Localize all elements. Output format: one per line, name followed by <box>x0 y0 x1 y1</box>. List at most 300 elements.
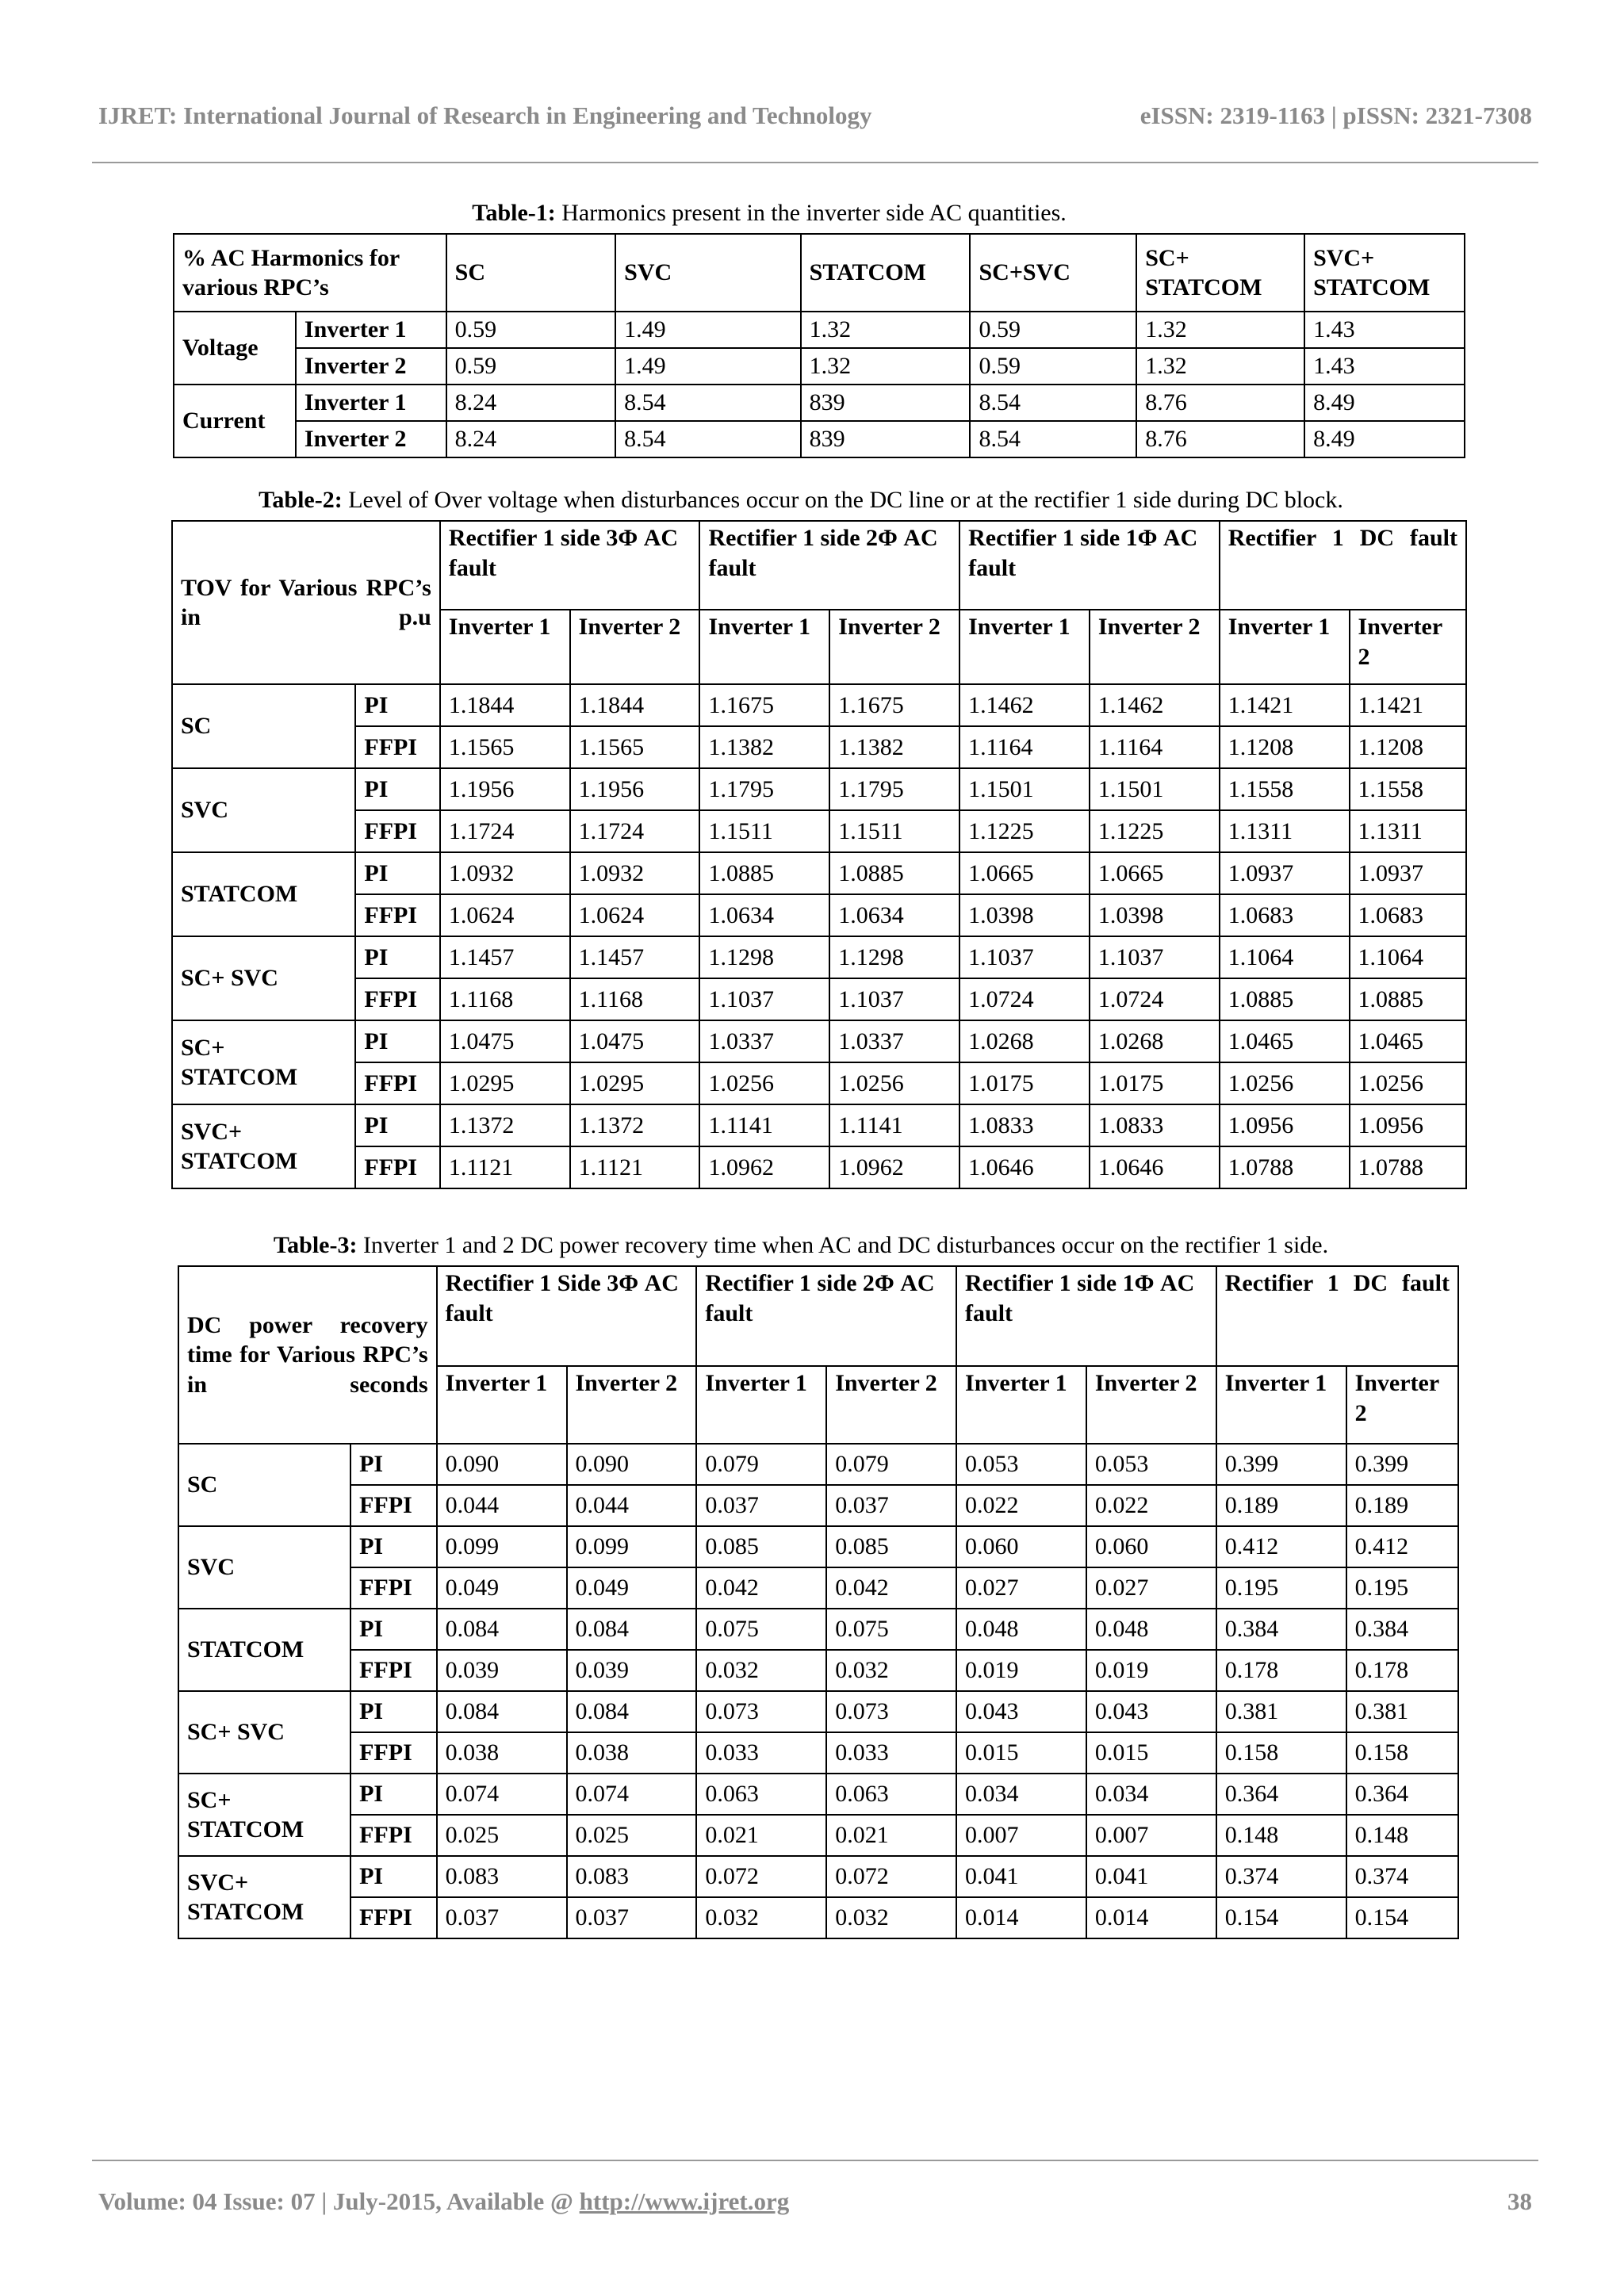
table-cell: 1.1064 <box>1350 936 1466 978</box>
table-cell: 0.053 <box>956 1444 1086 1485</box>
controller-label: PI <box>350 1609 437 1650</box>
table-cell: 1.0256 <box>1350 1062 1466 1104</box>
table-cell: 0.074 <box>567 1774 697 1815</box>
table-cell: 1.0962 <box>829 1146 959 1188</box>
table-cell: 0.073 <box>826 1691 956 1732</box>
table-cell: 1.0646 <box>959 1146 1090 1188</box>
table-row <box>172 1062 1466 1104</box>
table-cell: 1.0724 <box>959 978 1090 1020</box>
table-cell: 8.54 <box>970 385 1136 421</box>
fault-header: Rectifier 1 side 2Φ AC fault <box>699 521 959 610</box>
table-cell: 0.399 <box>1346 1444 1458 1485</box>
table-cell: 1.32 <box>1136 312 1304 348</box>
inverter-header: Inverter 1 <box>956 1366 1086 1444</box>
fault-header: Rectifier 1 side 3Φ AC fault <box>440 521 700 610</box>
table-cell: 1.1565 <box>440 726 570 768</box>
table1-col-header: SC <box>446 234 616 312</box>
inverter-header: Inverter 1 <box>437 1366 567 1444</box>
table-cell: 1.1311 <box>1220 810 1350 852</box>
table-cell: 1.0175 <box>959 1062 1090 1104</box>
table-cell: 1.0665 <box>959 852 1090 894</box>
table-cell: 1.1382 <box>699 726 829 768</box>
table-cell: 0.59 <box>446 312 616 348</box>
table-cell: 8.54 <box>615 421 800 457</box>
table-cell: 0.032 <box>696 1897 826 1938</box>
table-cell: 0.381 <box>1346 1691 1458 1732</box>
table-cell: 0.025 <box>437 1815 567 1856</box>
table-cell: 0.063 <box>826 1774 956 1815</box>
table-row <box>172 978 1466 1020</box>
table-cell: 8.24 <box>446 421 616 457</box>
table-cell: 0.072 <box>696 1856 826 1897</box>
table-cell: 0.374 <box>1216 1856 1346 1897</box>
table-cell: 0.072 <box>826 1856 956 1897</box>
table-cell: 0.154 <box>1216 1897 1346 1938</box>
table-row <box>172 936 1466 978</box>
table-cell: 0.384 <box>1346 1609 1458 1650</box>
inverter-header: Inverter 2 <box>1350 610 1466 684</box>
table-cell: 1.1462 <box>1090 684 1220 726</box>
controller-label: PI <box>350 1691 437 1732</box>
table-corner: DC power recovery time for Various RPC’s in seconds <box>178 1266 437 1444</box>
table-cell: 0.083 <box>437 1856 567 1897</box>
table-cell: 1.49 <box>615 312 800 348</box>
table-cell: 1.0634 <box>699 894 829 936</box>
controller-label: PI <box>350 1774 437 1815</box>
table-cell: 839 <box>801 385 971 421</box>
table-cell: 0.019 <box>956 1650 1086 1691</box>
table-cell: 0.412 <box>1346 1526 1458 1567</box>
fault-header: Rectifier 1 side 2Φ AC fault <box>696 1266 956 1366</box>
table-cell: 1.0295 <box>440 1062 570 1104</box>
issn: eISSN: 2319-1163 | pISSN: 2321-7308 <box>1139 101 1532 129</box>
controller-label: PI <box>355 1020 439 1062</box>
table-cell: 1.49 <box>615 348 800 385</box>
table1-col-header: STATCOM <box>801 234 971 312</box>
table-row <box>174 312 1465 348</box>
table-row <box>172 726 1466 768</box>
inverter-header: Inverter 2 <box>1086 1366 1216 1444</box>
table-cell: 0.041 <box>956 1856 1086 1897</box>
table-cell: 1.1956 <box>440 768 570 810</box>
table-cell: 0.021 <box>696 1815 826 1856</box>
table-cell: 1.0788 <box>1350 1146 1466 1188</box>
rpc-label: SC+ STATCOM <box>178 1774 350 1856</box>
table-cell: 0.099 <box>567 1526 697 1567</box>
inverter-header: Inverter 1 <box>959 610 1090 684</box>
table-cell: 1.0956 <box>1350 1104 1466 1146</box>
table-cell: 1.43 <box>1304 312 1465 348</box>
header-row <box>178 1266 1458 1366</box>
table-cell: 1.0788 <box>1220 1146 1350 1188</box>
table-row <box>178 1897 1458 1938</box>
rpc-label: STATCOM <box>178 1609 350 1691</box>
table-cell: 1.43 <box>1304 348 1465 385</box>
table-cell: 0.195 <box>1216 1567 1346 1609</box>
table-cell: 1.0295 <box>570 1062 700 1104</box>
table-cell: 0.022 <box>1086 1485 1216 1526</box>
table-cell: 0.060 <box>956 1526 1086 1567</box>
table-cell: 0.019 <box>1086 1650 1216 1691</box>
controller-label: FFPI <box>355 810 439 852</box>
table-cell: 0.59 <box>970 312 1136 348</box>
table-cell: 1.1457 <box>570 936 700 978</box>
fault-header: Rectifier 1 side 1Φ AC fault <box>956 1266 1216 1366</box>
table-cell: 1.0885 <box>1220 978 1350 1020</box>
fault-header: Rectifier 1 DC fault <box>1220 521 1466 610</box>
table-cell: 0.158 <box>1216 1732 1346 1774</box>
table-cell: 0.037 <box>696 1485 826 1526</box>
table3-caption: Table-3: Inverter 1 and 2 DC power recovery time when AC and DC disturbances occur on the rectifier 1 side. <box>273 1232 1329 1258</box>
controller-label: FFPI <box>350 1650 437 1691</box>
table-cell: 1.0833 <box>959 1104 1090 1146</box>
table-cell: 1.0175 <box>1090 1062 1220 1104</box>
table-cell: 0.374 <box>1346 1856 1458 1897</box>
table-cell: 1.1501 <box>959 768 1090 810</box>
table-cell: 0.075 <box>826 1609 956 1650</box>
table-cell: 1.1844 <box>570 684 700 726</box>
table-cell: 1.32 <box>801 348 971 385</box>
table-cell: 0.033 <box>696 1732 826 1774</box>
controller-label: FFPI <box>355 1062 439 1104</box>
table-cell: 0.042 <box>696 1567 826 1609</box>
table-cell: 1.0624 <box>440 894 570 936</box>
table-cell: 0.049 <box>437 1567 567 1609</box>
inverter-header: Inverter 2 <box>829 610 959 684</box>
rpc-label: SVC+ STATCOM <box>172 1104 355 1188</box>
table-cell: 0.189 <box>1216 1485 1346 1526</box>
table-cell: 1.0398 <box>1090 894 1220 936</box>
table1-corner: % AC Harmonics for various RPC’s <box>174 234 446 312</box>
table-cell: 0.037 <box>567 1897 697 1938</box>
table-cell: 1.0337 <box>699 1020 829 1062</box>
table-cell: 0.041 <box>1086 1856 1216 1897</box>
table-cell: 0.073 <box>696 1691 826 1732</box>
table-cell: 1.1225 <box>1090 810 1220 852</box>
table-cell: 1.1421 <box>1220 684 1350 726</box>
table-row <box>178 1567 1458 1609</box>
table-cell: 0.007 <box>956 1815 1086 1856</box>
table-cell: 0.085 <box>826 1526 956 1567</box>
table-cell: 0.034 <box>956 1774 1086 1815</box>
table-cell: 0.060 <box>1086 1526 1216 1567</box>
table-row <box>172 684 1466 726</box>
table-cell: 1.0683 <box>1350 894 1466 936</box>
controller-label: PI <box>355 852 439 894</box>
table-row <box>178 1815 1458 1856</box>
table-cell: 0.085 <box>696 1526 826 1567</box>
table-cell: 0.053 <box>1086 1444 1216 1485</box>
table-cell: 1.1037 <box>1090 936 1220 978</box>
controller-label: FFPI <box>350 1485 437 1526</box>
table-cell: 1.1372 <box>570 1104 700 1146</box>
controller-label: FFPI <box>355 1146 439 1188</box>
table-cell: 0.042 <box>826 1567 956 1609</box>
table-row <box>174 348 1465 385</box>
rpc-label: SC+ STATCOM <box>172 1020 355 1104</box>
inverter-header: Inverter 1 <box>1216 1366 1346 1444</box>
table-cell: 1.0962 <box>699 1146 829 1188</box>
table-row <box>178 1650 1458 1691</box>
row-label: Inverter 1 <box>296 385 446 421</box>
table-cell: 1.1372 <box>440 1104 570 1146</box>
table-cell: 1.0337 <box>829 1020 959 1062</box>
table-cell: 0.381 <box>1216 1691 1346 1732</box>
table-cell: 1.0646 <box>1090 1146 1220 1188</box>
table-cell: 8.76 <box>1136 421 1304 457</box>
controller-label: FFPI <box>355 726 439 768</box>
table-cell: 1.0833 <box>1090 1104 1220 1146</box>
table-cell: 1.1511 <box>699 810 829 852</box>
table-cell: 1.1565 <box>570 726 700 768</box>
table-cell: 0.038 <box>567 1732 697 1774</box>
table-cell: 0.399 <box>1216 1444 1346 1485</box>
table-cell: 0.195 <box>1346 1567 1458 1609</box>
rpc-label: SC+ SVC <box>172 936 355 1020</box>
footer-rule <box>92 2160 1538 2161</box>
table-cell: 0.015 <box>1086 1732 1216 1774</box>
table-cell: 1.32 <box>1136 348 1304 385</box>
controller-label: PI <box>355 1104 439 1146</box>
table-cell: 1.1511 <box>829 810 959 852</box>
table-cell: 1.1121 <box>440 1146 570 1188</box>
table-cell: 0.59 <box>970 348 1136 385</box>
fault-header: Rectifier 1 DC fault <box>1216 1266 1458 1366</box>
table-row <box>178 1526 1458 1567</box>
controller-label: FFPI <box>355 894 439 936</box>
table-cell: 8.54 <box>615 385 800 421</box>
controller-label: PI <box>355 684 439 726</box>
table-cell: 0.090 <box>567 1444 697 1485</box>
table-cell: 1.1037 <box>959 936 1090 978</box>
table-cell: 1.1795 <box>829 768 959 810</box>
table-cell: 0.083 <box>567 1856 697 1897</box>
table-cell: 0.063 <box>696 1774 826 1815</box>
controller-label: PI <box>355 768 439 810</box>
table-cell: 1.0724 <box>1090 978 1220 1020</box>
table-cell: 0.084 <box>567 1609 697 1650</box>
table-cell: 1.1558 <box>1220 768 1350 810</box>
row-label: Inverter 2 <box>296 348 446 385</box>
fault-header: Rectifier 1 side 1Φ AC fault <box>959 521 1220 610</box>
table-cell: 0.090 <box>437 1444 567 1485</box>
inverter-header: Inverter 2 <box>826 1366 956 1444</box>
table-cell: 0.038 <box>437 1732 567 1774</box>
table-cell: 0.025 <box>567 1815 697 1856</box>
table-cell: 1.0475 <box>570 1020 700 1062</box>
table-cell: 8.49 <box>1304 421 1465 457</box>
table1-col-header: SVC+ STATCOM <box>1304 234 1465 312</box>
table-cell: 1.1724 <box>570 810 700 852</box>
table-cell: 0.049 <box>567 1567 697 1609</box>
table-cell: 0.032 <box>826 1650 956 1691</box>
table-cell: 1.1501 <box>1090 768 1220 810</box>
table-cell: 1.0683 <box>1220 894 1350 936</box>
table-cell: 0.079 <box>696 1444 826 1485</box>
table-cell: 0.034 <box>1086 1774 1216 1815</box>
table-cell: 0.032 <box>696 1650 826 1691</box>
table-cell: 1.0932 <box>570 852 700 894</box>
table-cell: 0.032 <box>826 1897 956 1938</box>
table-cell: 1.0398 <box>959 894 1090 936</box>
footer-link[interactable]: http://www.ijret.org <box>579 2187 790 2215</box>
table1-col-header: SC+ STATCOM <box>1136 234 1304 312</box>
table-cell: 0.364 <box>1216 1774 1346 1815</box>
table-cell: 1.1121 <box>570 1146 700 1188</box>
table-cell: 0.048 <box>956 1609 1086 1650</box>
table-cell: 0.178 <box>1216 1650 1346 1691</box>
table-cell: 0.027 <box>1086 1567 1216 1609</box>
controller-label: FFPI <box>350 1567 437 1609</box>
rpc-label: SVC <box>172 768 355 852</box>
table-cell: 1.0256 <box>699 1062 829 1104</box>
table-cell: 0.364 <box>1346 1774 1458 1815</box>
table-cell: 0.044 <box>437 1485 567 1526</box>
table-cell: 0.099 <box>437 1526 567 1567</box>
table-cell: 0.154 <box>1346 1897 1458 1938</box>
table-cell: 0.027 <box>956 1567 1086 1609</box>
table-cell: 1.1298 <box>829 936 959 978</box>
table-cell: 1.0932 <box>440 852 570 894</box>
table-cell: 0.033 <box>826 1732 956 1774</box>
inverter-header: Inverter 1 <box>440 610 570 684</box>
table-cell: 1.1795 <box>699 768 829 810</box>
table-cell: 1.0885 <box>699 852 829 894</box>
table1-caption: Table-1: Harmonics present in the inverter side AC quantities. <box>472 200 1067 226</box>
table-row <box>174 421 1465 457</box>
table-cell: 1.32 <box>801 312 971 348</box>
table-cell: 0.039 <box>437 1650 567 1691</box>
table-cell: 8.24 <box>446 385 616 421</box>
table-row <box>172 768 1466 810</box>
table-cell: 0.014 <box>956 1897 1086 1938</box>
table-cell: 1.0885 <box>829 852 959 894</box>
table-cell: 0.084 <box>437 1691 567 1732</box>
table-row <box>172 810 1466 852</box>
table-cell: 1.1675 <box>699 684 829 726</box>
table-cell: 0.384 <box>1216 1609 1346 1650</box>
inverter-header: Inverter 1 <box>696 1366 826 1444</box>
table-cell: 0.015 <box>956 1732 1086 1774</box>
table-row <box>178 1444 1458 1485</box>
table-cell: 1.1382 <box>829 726 959 768</box>
table1-col-header: SVC <box>615 234 800 312</box>
table1 <box>173 233 1465 458</box>
table-cell: 1.1724 <box>440 810 570 852</box>
table-cell: 0.039 <box>567 1650 697 1691</box>
controller-label: PI <box>350 1856 437 1897</box>
row-label: Inverter 2 <box>296 421 446 457</box>
table-row <box>178 1774 1458 1815</box>
footer-volume: Volume: 04 Issue: 07 | July-2015, Available @ http://www.ijret.org <box>98 2187 790 2215</box>
table-cell: 1.1141 <box>699 1104 829 1146</box>
table-row <box>172 852 1466 894</box>
table-cell: 839 <box>801 421 971 457</box>
inverter-header: Inverter 1 <box>1220 610 1350 684</box>
table-cell: 8.76 <box>1136 385 1304 421</box>
table-row <box>172 1104 1466 1146</box>
table-cell: 1.1168 <box>570 978 700 1020</box>
table-cell: 1.0665 <box>1090 852 1220 894</box>
rpc-label: STATCOM <box>172 852 355 936</box>
page-footer <box>98 2182 1532 2221</box>
inverter-header: Inverter 2 <box>1090 610 1220 684</box>
header-row <box>172 521 1466 610</box>
table-cell: 1.0465 <box>1220 1020 1350 1062</box>
controller-label: FFPI <box>350 1732 437 1774</box>
table-cell: 1.1208 <box>1220 726 1350 768</box>
table3 <box>178 1265 1459 1939</box>
table-cell: 0.021 <box>826 1815 956 1856</box>
table-cell: 1.0634 <box>829 894 959 936</box>
table-cell: 1.1844 <box>440 684 570 726</box>
table-cell: 0.043 <box>1086 1691 1216 1732</box>
table-cell: 0.048 <box>1086 1609 1216 1650</box>
table-cell: 1.0937 <box>1220 852 1350 894</box>
table-cell: 1.1037 <box>699 978 829 1020</box>
table-cell: 1.0624 <box>570 894 700 936</box>
table-cell: 1.1675 <box>829 684 959 726</box>
table-row <box>172 894 1466 936</box>
table-cell: 1.1064 <box>1220 936 1350 978</box>
page-number: 38 <box>1507 2187 1532 2215</box>
row-group-label: Voltage <box>174 312 296 385</box>
table-cell: 0.59 <box>446 348 616 385</box>
header-rule <box>92 162 1538 163</box>
table-cell: 0.014 <box>1086 1897 1216 1938</box>
table-cell: 1.1298 <box>699 936 829 978</box>
inverter-header: Inverter 2 <box>570 610 700 684</box>
table-cell: 1.1558 <box>1350 768 1466 810</box>
table-cell: 0.079 <box>826 1444 956 1485</box>
row-group-label: Current <box>174 385 296 457</box>
table-row <box>178 1609 1458 1650</box>
rpc-label: SC+ SVC <box>178 1691 350 1774</box>
table-cell: 0.158 <box>1346 1732 1458 1774</box>
table-cell: 1.0885 <box>1350 978 1466 1020</box>
table-cell: 1.0465 <box>1350 1020 1466 1062</box>
table-cell: 1.0956 <box>1220 1104 1350 1146</box>
table-cell: 8.49 <box>1304 385 1465 421</box>
table-cell: 0.022 <box>956 1485 1086 1526</box>
controller-label: FFPI <box>350 1815 437 1856</box>
table-cell: 0.084 <box>437 1609 567 1650</box>
table-cell: 1.1168 <box>440 978 570 1020</box>
row-label: Inverter 1 <box>296 312 446 348</box>
table-row <box>178 1691 1458 1732</box>
table-cell: 8.54 <box>970 421 1136 457</box>
table-row <box>178 1485 1458 1526</box>
rpc-label: SVC <box>178 1526 350 1609</box>
table-cell: 1.0256 <box>829 1062 959 1104</box>
page-header <box>98 97 1532 135</box>
table-row <box>172 1020 1466 1062</box>
table-cell: 1.0268 <box>1090 1020 1220 1062</box>
table-cell: 0.075 <box>696 1609 826 1650</box>
controller-label: PI <box>355 936 439 978</box>
table-cell: 1.1956 <box>570 768 700 810</box>
controller-label: PI <box>350 1526 437 1567</box>
rpc-label: SVC+ STATCOM <box>178 1856 350 1938</box>
table-row <box>172 1146 1466 1188</box>
rpc-label: SC <box>178 1444 350 1526</box>
table-cell: 0.037 <box>437 1897 567 1938</box>
table-cell: 1.1457 <box>440 936 570 978</box>
table-cell: 0.084 <box>567 1691 697 1732</box>
controller-label: PI <box>350 1444 437 1485</box>
table-cell: 1.1164 <box>1090 726 1220 768</box>
table-cell: 0.043 <box>956 1691 1086 1732</box>
